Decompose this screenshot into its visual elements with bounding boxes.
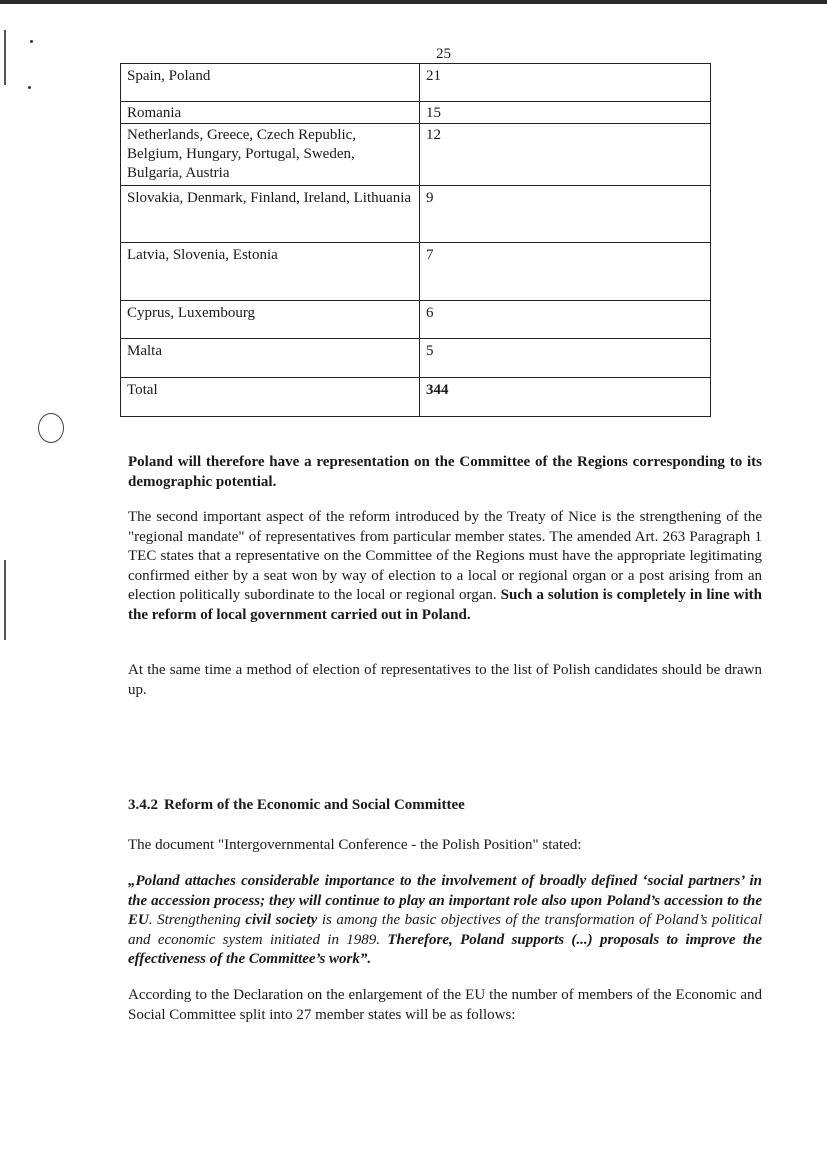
table-row <box>121 243 711 301</box>
section-title: Reform of the Economic and Social Committee <box>164 797 465 813</box>
paragraph-election-method: At the same time a method of election of representatives to the list of Polish candidates should be drawn up. <box>128 662 762 698</box>
country-cell: Malta <box>121 339 420 378</box>
table-row <box>121 378 711 417</box>
hole-punch-mark <box>38 413 64 443</box>
country-cell: Slovakia, Denmark, Finland, Ireland, Lithuania <box>121 186 420 243</box>
seats-table <box>120 63 711 417</box>
paragraph-regional-mandate <box>128 508 762 625</box>
country-cell: Romania <box>121 102 420 124</box>
table-row <box>121 64 711 102</box>
table-row <box>121 124 711 186</box>
scan-speck <box>30 40 33 43</box>
table-row <box>121 186 711 243</box>
country-cell: Spain, Poland <box>121 64 420 102</box>
seats-cell: 6 <box>420 301 711 339</box>
quote-part: civil society <box>245 912 318 928</box>
paragraph-emphasis: Such a solution is completely in line with the reform of local government carried out in Poland. <box>128 587 762 623</box>
paragraph-demographic: Poland will therefore have a representation on the Committee of the Regions corresponding to its demographic potential. <box>128 454 762 490</box>
quote-part: . Strengthening <box>148 912 246 928</box>
quote-polish-position <box>128 872 762 970</box>
country-cell: Total <box>121 378 420 417</box>
seats-cell: 344 <box>420 378 711 417</box>
quote-part: Therefore, Poland supports (...) proposals to improve the effectiveness of the Committee’s work”. <box>128 931 762 967</box>
section-heading <box>128 797 465 814</box>
paragraph-document-reference: The document "Intergovernmental Conference - the Polish Position" stated: <box>128 837 582 853</box>
seats-cell: 15 <box>420 102 711 124</box>
seats-cell: 12 <box>420 124 711 186</box>
paragraph-text: The second important aspect of the reform introduced by the Treaty of Nice is the strengthening of the "regional mandate" of representatives from particular member states. The amended Art. 263 Paragraph 1 TEC states that a representative on the Committee of the Regions must have the appropriate legitimating confirmed either by a seat won by way of election to a local or regional organ or a post arising from an election politically subordinate to the local or regional organ. <box>128 509 762 603</box>
scan-top-border <box>0 0 827 4</box>
seats-cell: 21 <box>420 64 711 102</box>
table-row <box>121 102 711 124</box>
scan-left-edge <box>4 560 6 640</box>
country-cell: Cyprus, Luxembourg <box>121 301 420 339</box>
quote-part: is among the basic objectives of the transformation of Poland’s political and economic system initiated in 1989. <box>128 912 762 948</box>
seats-cell: 5 <box>420 339 711 378</box>
seats-cell: 7 <box>420 243 711 301</box>
page-number: 25 <box>436 46 451 62</box>
scan-left-edge <box>4 30 6 85</box>
seats-cell: 9 <box>420 186 711 243</box>
section-number: 3.4.2 <box>128 797 158 813</box>
scan-speck <box>28 86 31 89</box>
country-cell: Netherlands, Greece, Czech Republic, Belgium, Hungary, Portugal, Sweden, Bulgaria, Austria <box>121 124 420 186</box>
table-row <box>121 339 711 378</box>
table-row <box>121 301 711 339</box>
country-cell: Latvia, Slovenia, Estonia <box>121 243 420 301</box>
quote-part: „Poland attaches considerable importance to the involvement of broadly defined ‘social partners’ in the accession process; they will continue to play an important role also upon Poland’s accession to the EU <box>128 873 762 928</box>
paragraph-declaration: According to the Declaration on the enlargement of the EU the number of members of the Economic and Social Committee split into 27 member states will be as follows: <box>128 987 762 1023</box>
